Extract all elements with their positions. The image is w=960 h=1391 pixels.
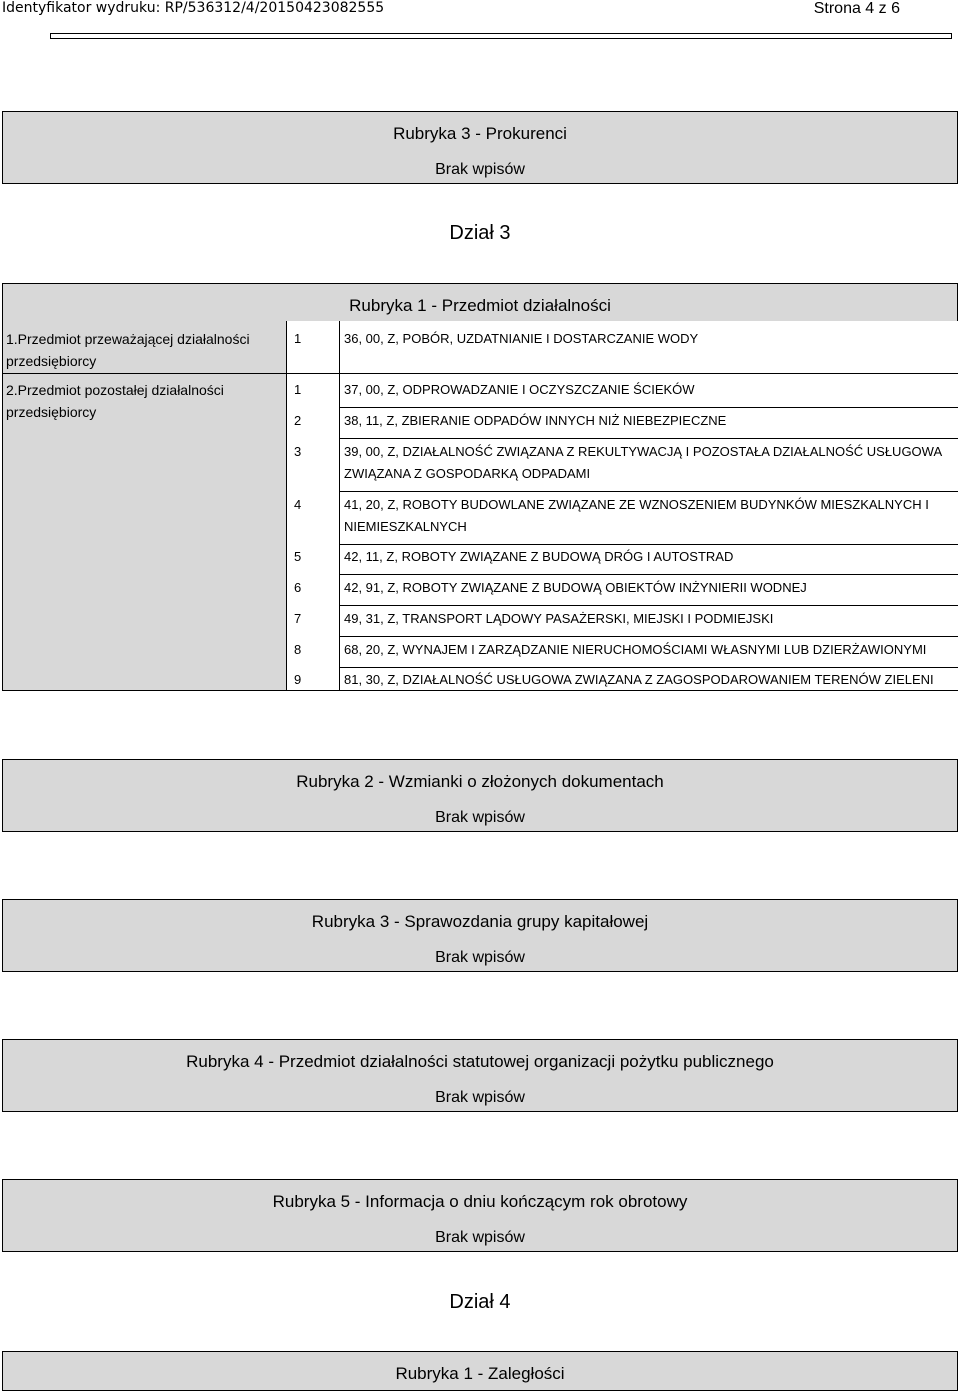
row-divider	[339, 438, 958, 439]
row-text: 42, 11, Z, ROBOTY ZWIĄZANE Z BUDOWĄ DRÓG I AUTOSTRAD	[344, 549, 734, 564]
print-identifier: Identyfikator wydruku: RP/536312/4/20150423082555	[2, 0, 385, 16]
row-number: 5	[294, 549, 302, 564]
row-text: 41, 20, Z, ROBOTY BUDOWLANE ZWIĄZANE ZE WZNOSZENIEM BUDYNKÓW MIESZKALNYCH I NIEMIESZKALNYCH	[344, 497, 929, 534]
row-text: 49, 31, Z, TRANSPORT LĄDOWY PASAŻERSKI, MIEJSKI I PODMIEJSKI	[344, 611, 774, 626]
activity-rows	[286, 321, 958, 690]
label-divider	[3, 373, 286, 374]
table-title: Rubryka 1 - Przedmiot działalności	[349, 296, 611, 315]
activity-table	[2, 283, 958, 691]
row-divider	[339, 407, 958, 408]
column-divider	[339, 321, 340, 690]
row-number: 2	[294, 413, 302, 428]
row-text: 38, 11, Z, ZBIERANIE ODPADÓW INNYCH NIŻ NIEBEZPIECZNE	[344, 413, 727, 428]
row-number: 1	[294, 382, 302, 397]
row-text: 39, 00, Z, DZIAŁALNOŚĆ ZWIĄZANA Z REKULTYWACJĄ I POZOSTAŁA DZIAŁALNOŚĆ USŁUGOWA ZWIĄZANA Z GOSPODARKĄ ODPADAMI	[344, 444, 942, 481]
rubryka-empty-note: Brak wpisów	[435, 949, 525, 966]
row-number: 1	[294, 331, 302, 346]
row-text: 42, 91, Z, ROBOTY ZWIĄZANE Z BUDOWĄ OBIEKTÓW INŻYNIERII WODNEJ	[344, 580, 807, 595]
row-text: 36, 00, Z, POBÓR, UZDATNIANIE I DOSTARCZANIE WODY	[344, 331, 699, 346]
row-number: 7	[294, 611, 302, 626]
rubryka-title: Rubryka 4 - Przedmiot działalności statutowej organizacji pożytku publicznego	[186, 1052, 774, 1071]
row-text: 37, 00, Z, ODPROWADZANIE I OCZYSZCZANIE ŚCIEKÓW	[344, 382, 695, 397]
rubryka-title: Rubryka 1 - Zaległości	[395, 1364, 565, 1383]
rubryka-empty-note: Brak wpisów	[435, 1229, 525, 1246]
row-divider	[339, 667, 958, 668]
row-divider	[287, 373, 958, 374]
row-divider	[339, 574, 958, 575]
rubryka-3	[2, 899, 958, 972]
label-main-activity: 1.Przedmiot przeważającej działalności przedsiębiorcy	[6, 331, 250, 369]
page-number: Strona 4 z 6	[813, 0, 900, 17]
row-number: 3	[294, 444, 302, 459]
rubryka-4	[2, 1039, 958, 1112]
rubryka-empty-note: Brak wpisów	[435, 1089, 525, 1106]
row-divider	[339, 636, 958, 637]
section-title-dzial-4: Dział 4	[449, 1291, 511, 1313]
section-title-dzial-3: Dział 3	[449, 222, 511, 244]
rubryka-title: Rubryka 3 - Prokurenci	[393, 124, 567, 143]
row-divider	[339, 544, 958, 545]
rubryka-empty-note: Brak wpisów	[435, 809, 525, 826]
row-number: 6	[294, 580, 302, 595]
rubryka-2	[2, 759, 958, 832]
row-text: 81, 30, Z, DZIAŁALNOŚĆ USŁUGOWA ZWIĄZANA Z ZAGOSPODAROWANIEM TERENÓW ZIELENI	[344, 672, 934, 687]
rubryka-prokurenci	[2, 111, 958, 184]
row-number: 9	[294, 672, 302, 687]
rubryka-empty-note: Brak wpisów	[435, 161, 525, 178]
rubryka-title: Rubryka 5 - Informacja o dniu kończącym rok obrotowy	[272, 1192, 688, 1211]
header-divider	[50, 33, 952, 39]
row-divider	[339, 605, 958, 606]
row-divider	[339, 491, 958, 492]
row-text: 68, 20, Z, WYNAJEM I ZARZĄDZANIE NIERUCHOMOŚCIAMI WŁASNYMI LUB DZIERŻAWIONYMI	[344, 642, 927, 657]
rubryka-title: Rubryka 3 - Sprawozdania grupy kapitałowej	[311, 912, 649, 931]
row-number: 4	[294, 497, 302, 512]
row-number: 8	[294, 642, 302, 657]
rubryka-5	[2, 1179, 958, 1252]
rubryka-title: Rubryka 2 - Wzmianki o złożonych dokumentach	[296, 772, 664, 791]
label-other-activity: 2.Przedmiot pozostałej działalności przedsiębiorcy	[6, 382, 224, 420]
rubryka-zaleglosci	[2, 1351, 958, 1391]
